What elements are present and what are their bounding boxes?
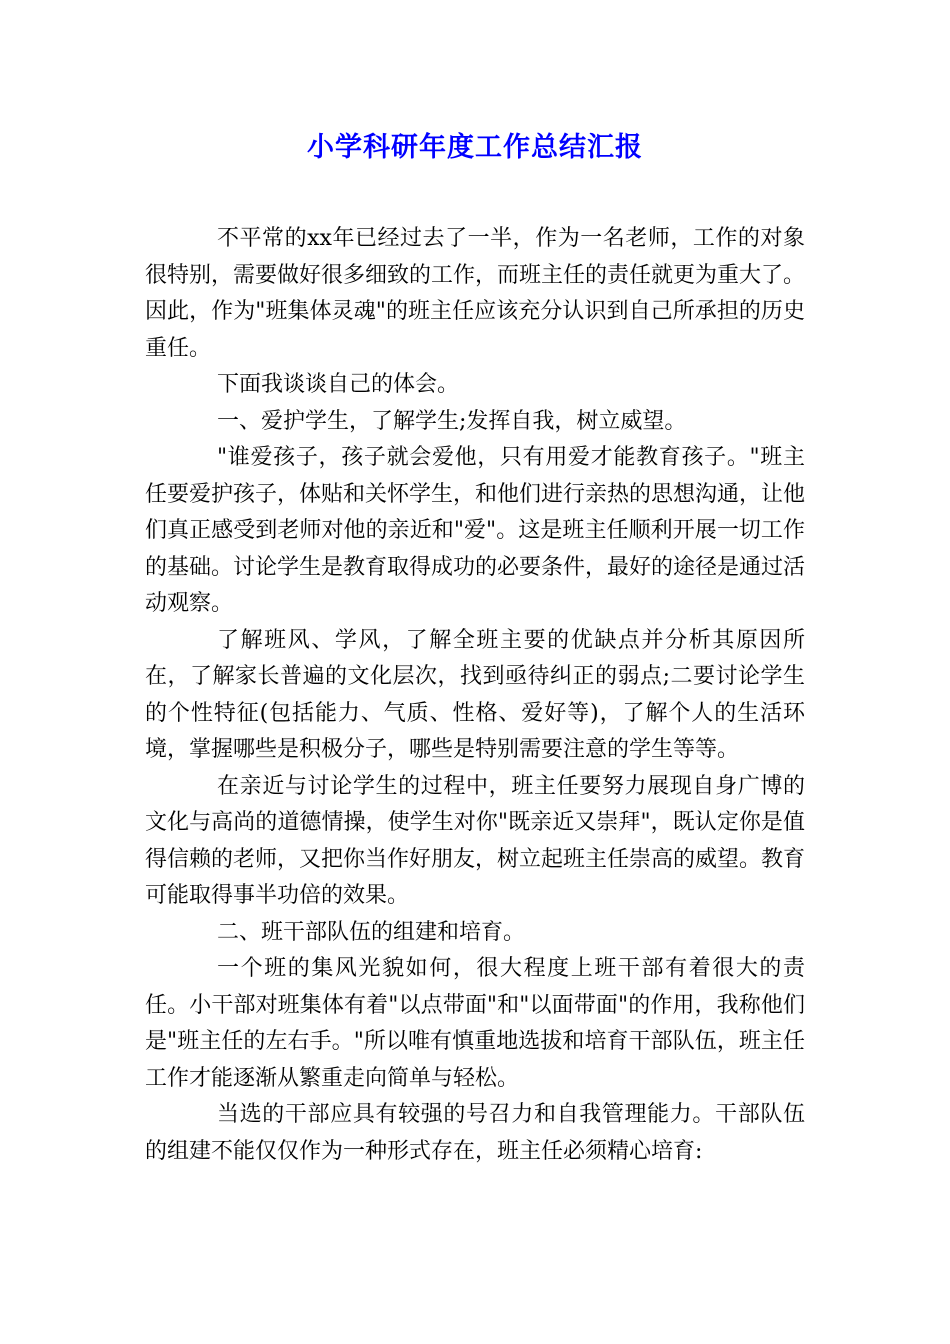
paragraph: 不平常的xx年已经过去了一半，作为一名老师，工作的对象很特别，需要做好很多细致的工作，而班主任的责任就更为重大了。因此，作为"班集体灵魂"的班主任应该充分认识到自己所承担的历史重任。	[145, 226, 806, 361]
paragraph: 了解班风、学风，了解全班主要的优缺点并分析其原因所在，了解家长普遍的文化层次，找到亟待纠正的弱点;二要讨论学生的个性特征(包括能力、气质、性格、爱好等)，了解个人的生活环境，掌握哪些是积极分子，哪些是特别需要注意的学生等等。	[145, 627, 805, 762]
paragraph: 一个班的集风光貌如何，很大程度上班干部有着很大的责任。小干部对班集体有着"以点带面"和"以面带面"的作用，我称他们是"班主任的左右手。"所以唯有慎重地选拔和培育干部队伍，班主任工作才能逐渐从繁重走向简单与轻松。	[145, 956, 805, 1091]
paragraph: 下面我谈谈自己的体会。	[217, 372, 460, 397]
document-title: 小学科研年度工作总结汇报	[307, 132, 643, 163]
paragraph: "谁爱孩子，孩子就会爱他，只有用爱才能教育孩子。"班主任要爱护孩子，体贴和关怀学生，和他们进行亲热的思想沟通，让他们真正感受到老师对他的亲近和"爱"。这是班主任顺利开展一切工作的基础。讨论学生是教育取得成功的必要条件，最好的途径是通过活动观察。	[145, 445, 806, 616]
document-body	[145, 221, 805, 1170]
paragraph: 当选的干部应具有较强的号召力和自我管理能力。干部队伍的组建不能仅仅作为一种形式存在，班主任必须精心培育:	[145, 1102, 805, 1164]
section-heading: 二、班干部队伍的组建和培育。	[217, 919, 526, 945]
section-heading: 一、爱护学生，了解学生;发挥自我，树立威望。	[217, 408, 687, 434]
paragraph: 在亲近与讨论学生的过程中，班主任要努力展现自身广博的文化与高尚的道德情操，使学生对你"既亲近又崇拜"，既认定你是值得信赖的老师，又把你当作好朋友，树立起班主任崇高的威望。教育可能取得事半功倍的效果。	[145, 773, 806, 908]
